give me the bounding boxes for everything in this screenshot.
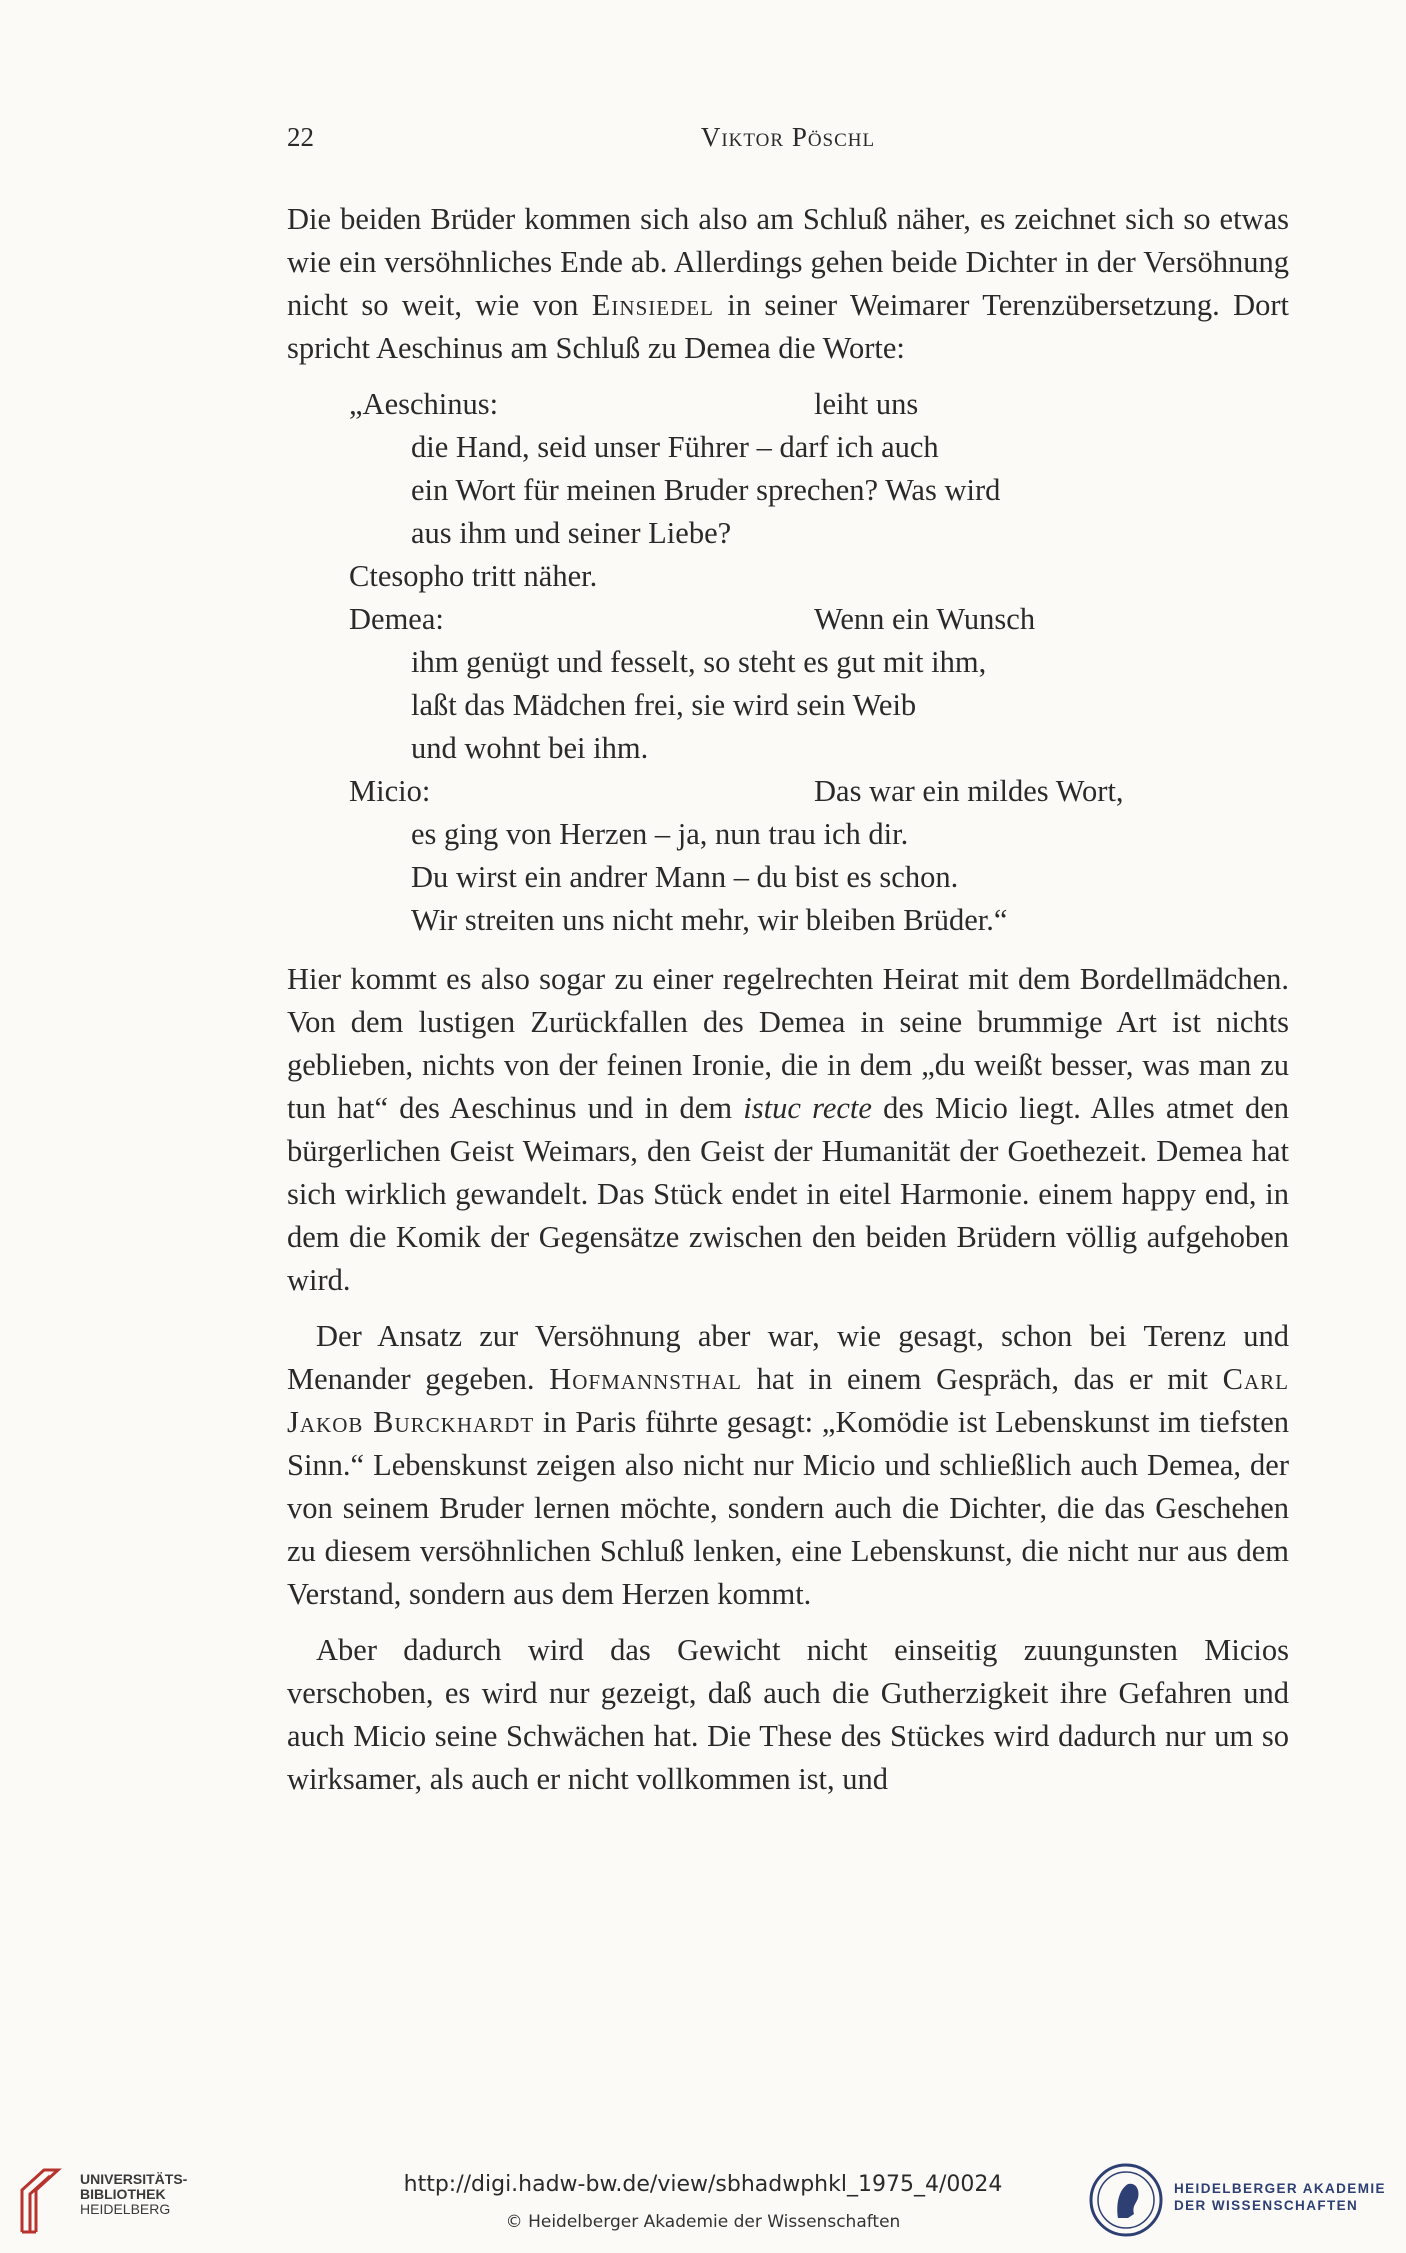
verse-line: ihm genügt und fesselt, so steht es gut mit ihm,	[411, 645, 987, 679]
paragraph-4: Aber dadurch wird das Gewicht nicht einseitig zuungunsten Micios verschoben, es wird nur gezeigt, daß auch die Gutherzigkeit ihre Gefahren und auch Micio seine Schwächen hat. Die These des Stückes wird dadurch nur um so wirksamer, als auch er nicht vollkommen ist, und	[287, 1633, 1289, 1796]
body-text	[287, 198, 1289, 1801]
quoted-verse	[349, 383, 1289, 942]
paragraph-3: Der Ansatz zur Versöhnung aber war, wie gesagt, schon bei Terenz und Menander gegeben. Hofmannsthal hat in einem Gespräch, das er mit Carl Jakob Burckhardt in Paris führte gesagt: „Komödie ist Lebenskunst im tiefsten Sinn.“ Lebenskunst zeigen also nicht nur Micio und schließlich auch Demea, der von seinem Bruder lernen möchte, sondern auch die Dichter, die das Geschehen zu diesem versöhnlichen Schluß lenken, eine Lebenskunst, die nicht nur aus dem Verstand, sondern aus dem Herzen kommt.	[287, 1319, 1289, 1611]
source-url-link[interactable]: http://digi.hadw-bw.de/view/sbhadwphkl_1975_4/0024	[403, 2172, 1003, 2197]
speaker-label: Demea:	[349, 602, 444, 636]
academy-seal-icon	[1088, 2162, 1164, 2238]
verse-line: Das war ein mildes Wort,	[814, 774, 1124, 808]
paragraph-1: Die beiden Brüder kommen sich also am Schluß näher, es zeichnet sich so etwas wie ein versöhnliches Ende ab. Allerdings gehen beide Dichter in der Versöhnung nicht so weit, wie von Einsiedel in seiner Weimarer Terenzübersetzung. Dort spricht Aeschinus am Schluß zu Demea die Worte:	[287, 202, 1289, 365]
academy-name: HEIDELBERGER AKADEMIE DER WISSENSCHAFTEN	[1174, 2181, 1386, 2213]
person-name: Einsiedel	[591, 288, 714, 322]
verse-line: die Hand, seid unser Führer – darf ich auch	[411, 430, 939, 464]
person-name: Hofmannsthal	[549, 1362, 742, 1396]
person-name: Carl Jakob Burckhardt	[287, 1362, 1289, 1439]
running-head: Viktor Pöschl	[700, 122, 876, 152]
paragraph-2: Hier kommt es also sogar zu einer regelrechten Heirat mit dem Bordellmädchen. Von dem lustigen Zurückfallen des Demea in seine brummige Art ist nichts geblieben, nichts von der feinen Ironie, die in dem „du weißt besser, was man zu tun hat“ des Aeschinus und in dem istuc recte des Micio liegt. Alles atmet den bürgerlichen Geist Weimars, den Geist der Humanität der Goethezeit. Demea hat sich wirklich gewandelt. Das Stück endet in eitel Harmonie. einem happy end, in dem die Komik der Gegensätze zwischen den beiden Brüdern völlig aufgehoben wird.	[287, 962, 1289, 1297]
library-name: UNIVERSITÄTS- BIBLIOTHEK HEIDELBERG	[80, 2171, 188, 2217]
latin-phrase: istuc recte	[743, 1091, 872, 1125]
page-header	[287, 122, 1289, 162]
speaker-label: „Aeschinus:	[349, 387, 499, 421]
verse-line: aus ihm und seiner Liebe?	[411, 516, 732, 550]
verse-line: es ging von Herzen – ja, nun trau ich dir.	[411, 817, 909, 851]
stage-direction: Ctesopho tritt näher.	[349, 559, 598, 593]
verse-line: Du wirst ein andrer Mann – du bist es schon.	[411, 860, 959, 894]
verse-line: ein Wort für meinen Bruder sprechen? Was wird	[411, 473, 1001, 507]
verse-line: Wenn ein Wunsch	[814, 602, 1036, 636]
verse-line: Wir streiten uns nicht mehr, wir bleiben Brüder.“	[411, 903, 1008, 937]
copyright-notice: © Heidelberger Akademie der Wissenschaften	[505, 2212, 901, 2232]
speaker-label: Micio:	[349, 774, 431, 808]
page-number: 22	[287, 122, 314, 152]
verse-line: und wohnt bei ihm.	[411, 731, 649, 765]
verse-line: laßt das Mädchen frei, sie wird sein Weib	[411, 688, 917, 722]
footer-bar	[0, 2150, 1406, 2253]
verse-line: leiht uns	[814, 387, 919, 421]
